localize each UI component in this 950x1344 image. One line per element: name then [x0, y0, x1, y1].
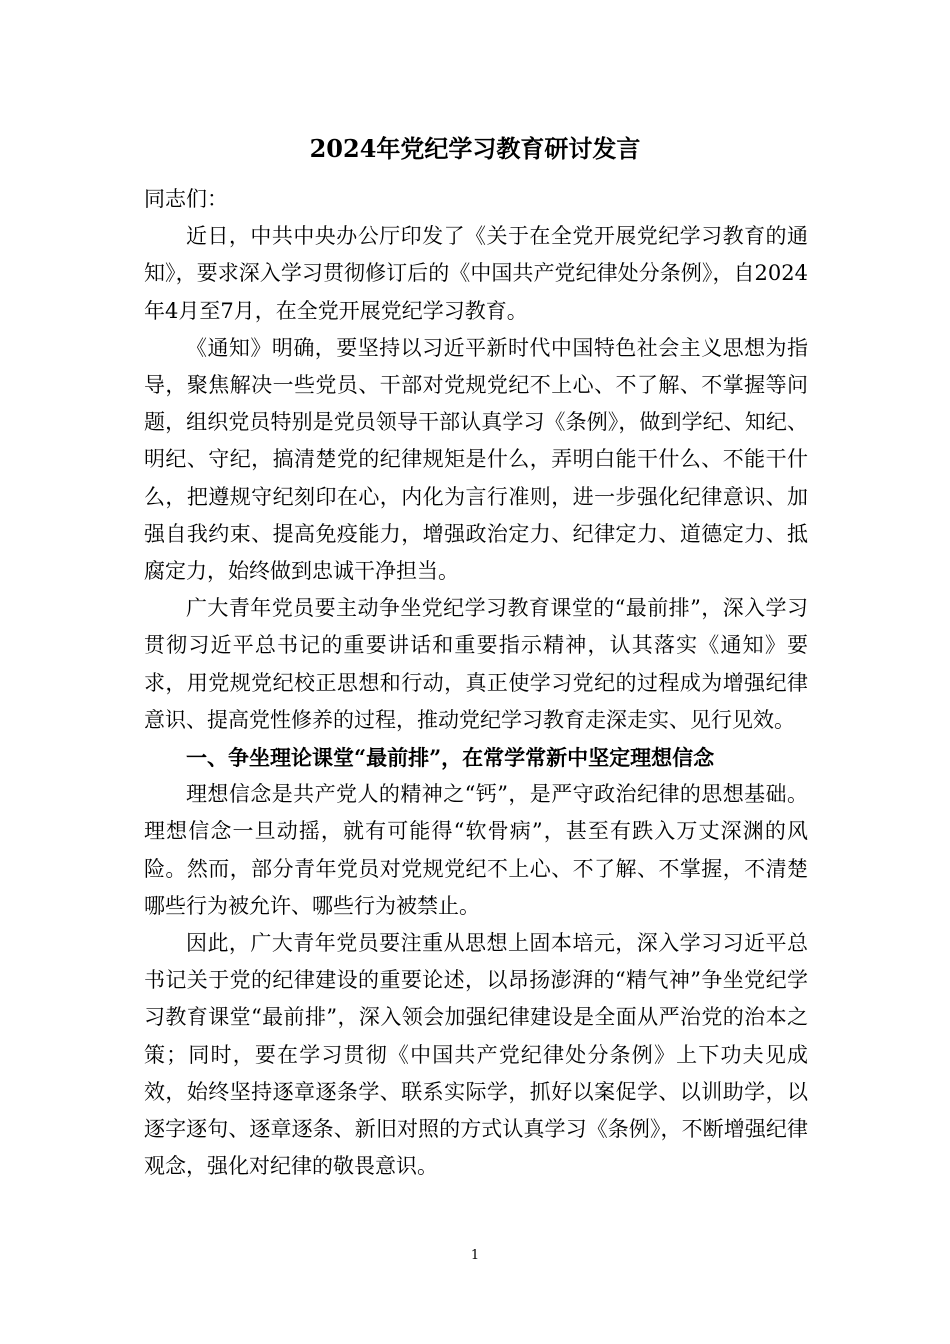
- body-paragraph: 广大青年党员要主动争坐党纪学习教育课堂的“最前排”，深入学习贯彻习近平总书记的重要讲话和重要指示精神，认其落实《通知》要求，用党规党纪校正思想和行动，真正使学习党纪的过程成为增强纪律意识、提高党性修养的过程，推动党纪学习教育走深走实、见行见效。: [144, 596, 808, 732]
- salutation: 同志们：: [144, 187, 228, 211]
- body-paragraph: 理想信念是共产党人的精神之“钙”，是严守政治纪律的思想基础。理想信念一旦动摇，就有可能得“软骨病”，甚至有跌入万丈深渊的风险。然而，部分青年党员对党规党纪不上心、不了解、不掌握，不清楚哪些行为被允许、哪些行为被禁止。: [144, 782, 808, 918]
- body-paragraph: 近日，中共中央办公厅印发了《关于在全党开展党纪学习教育的通知》，要求深入学习贯彻修订后的《中国共产党纪律处分条例》，自2024年4月至7月，在全党开展党纪学习教育。: [144, 224, 808, 323]
- body-paragraph: 因此，广大青年党员要注重从思想上固本培元，深入学习习近平总书记关于党的纪律建设的重要论述，以昂扬澎湃的“精气神”争坐党纪学习教育课堂“最前排”，深入领会加强纪律建设是全面从严治党的治本之策；同时，要在学习贯彻《中国共产党纪律处分条例》上下功夫见成效，始终坚持逐章逐条学、联系实际学，抓好以案促学、以训助学，以逐字逐句、逐章逐条、新旧对照的方式认真学习《条例》，不断增强纪律观念，强化对纪律的敬畏意识。: [144, 931, 808, 1179]
- document-body: [144, 181, 808, 1185]
- section-heading: 一、争坐理论课堂“最前排”，在常学常新中坚定理想信念: [186, 745, 715, 771]
- body-paragraph: 《通知》明确，要坚持以习近平新时代中国特色社会主义思想为指导，聚焦解决一些党员、干部对党规党纪不上心、不了解、不掌握等问题，组织党员特别是党员领导干部认真学习《条例》，做到学纪、知纪、明纪、守纪，搞清楚党的纪律规矩是什么，弄明白能干什么、不能干什么，把遵规守纪刻印在心，内化为言行准则，进一步强化纪律意识、加强自我约束、提高免疫能力，增强政治定力、纪律定力、道德定力、抵腐定力，始终做到忠诚干净担当。: [144, 335, 808, 584]
- document-title: 2024年党纪学习教育研讨发言: [309, 134, 641, 163]
- page-number: 1: [470, 1248, 480, 1263]
